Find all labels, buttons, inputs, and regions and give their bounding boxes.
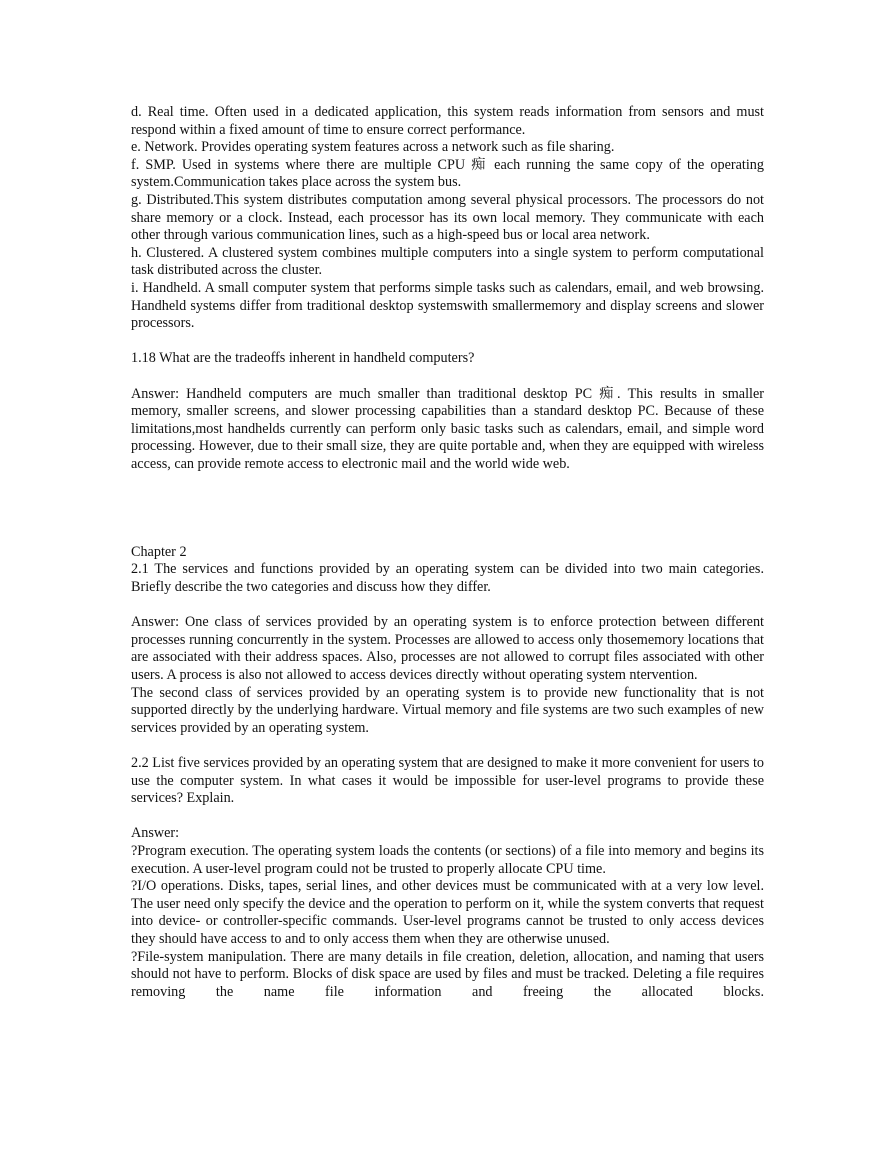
answer-2-1-part2: The second class of services provided by an operating system is to provide new functionality that is not supported directly by the underlying hardware. Virtual memory and file systems are two such examples of new services provided by an operating system. — [131, 684, 764, 736]
item-network: e. Network. Provides operating system features across a network such as file sharing. — [131, 139, 615, 156]
answer-2-1-part1: Answer: One class of services provided by an operating system is to enforce protection between different processes running concurrently in the system. Processes are allowed to access only thosememory locations that are associated with their address spaces. Also, processes are not allowed to corrupt files associated with other users. A process is also not allowed to access devices directly without operating system ntervention. — [131, 614, 764, 684]
answer-2-2-file-system: ?File-system manipulation. There are many details in file creation, deletion, allocation, and naming that users should not have to perform. Blocks of disk space are used by files and must be tracked. Deleting a file requires removing the name file information and freeing the allocated blocks. — [131, 948, 764, 1000]
item-real-time: d. Real time. Often used in a dedicated application, this system reads information from sensors and must respond within a fixed amount of time to ensure correct performance. — [131, 104, 764, 138]
spacer — [131, 808, 764, 826]
spacer — [131, 737, 764, 755]
question-2-1: 2.1 The services and functions provided by an operating system can be divided into two main categories. Briefly describe the two categories and discuss how they differ. — [131, 561, 764, 596]
spacer — [131, 597, 764, 615]
item-clustered: h. Clustered. A clustered system combines multiple computers into a single system to perform computational task distributed across the cluster. — [131, 244, 764, 279]
spacer — [131, 333, 764, 351]
item-handheld: i. Handheld. A small computer system that performs simple tasks such as calendars, email, and web browsing. Handheld systems differ from traditional desktop systemswith smallermemory and display screens and slower processors. — [131, 279, 764, 332]
spacer — [131, 473, 764, 543]
chapter-heading: Chapter 2 — [131, 543, 187, 560]
document-page — [131, 104, 764, 1001]
item-smp: f. SMP. Used in systems where there are multiple CPU 痴 each running the same copy of the operating system.Communication takes place across the system bus. — [131, 156, 764, 191]
question-1-18: 1.18 What are the tradeoffs inherent in handheld computers? — [131, 350, 475, 367]
answer-2-2-program-execution: ?Program execution. The operating system loads the contents (or sections) of a file into memory and begins its execution. A user-level program could not be trusted to properly allocate CPU time. — [131, 842, 764, 877]
question-2-2: 2.2 List five services provided by an operating system that are designed to make it more convenient for users to use the computer system. In what cases it would be impossible for user-level programs to provide these services? Explain. — [131, 754, 764, 807]
spacer — [131, 368, 764, 386]
answer-2-2-io-operations: ?I/O operations. Disks, tapes, serial lines, and other devices must be communicated with at a very low level. The user need only specify the device and the operation to perform on it, while the system converts that request into device- or controller-specific commands. User-level programs cannot be trusted to only access devices they should have access to and to only access them when they are otherwise unused. — [131, 878, 764, 947]
answer-2-2-label: Answer: — [131, 825, 180, 842]
answer-1-18: Answer: Handheld computers are much smaller than traditional desktop PC 痴. This results in smaller memory, smaller screens, and slower processing capabilities than a standard desktop PC. Because of these limitations,most handhelds currently can perform only basic tasks such as calendars, email, and simple word processing. However, due to their small size, they are quite portable and, when they are equipped with wireless access, can provide remote access to electronic mail and the world wide web. — [131, 385, 764, 472]
item-distributed: g. Distributed.This system distributes computation among several physical processors. The processors do not share memory or a clock. Instead, each processor has its own local memory. They communicate with each other through various communication lines, such as a high-speed bus or local area network. — [131, 191, 764, 244]
